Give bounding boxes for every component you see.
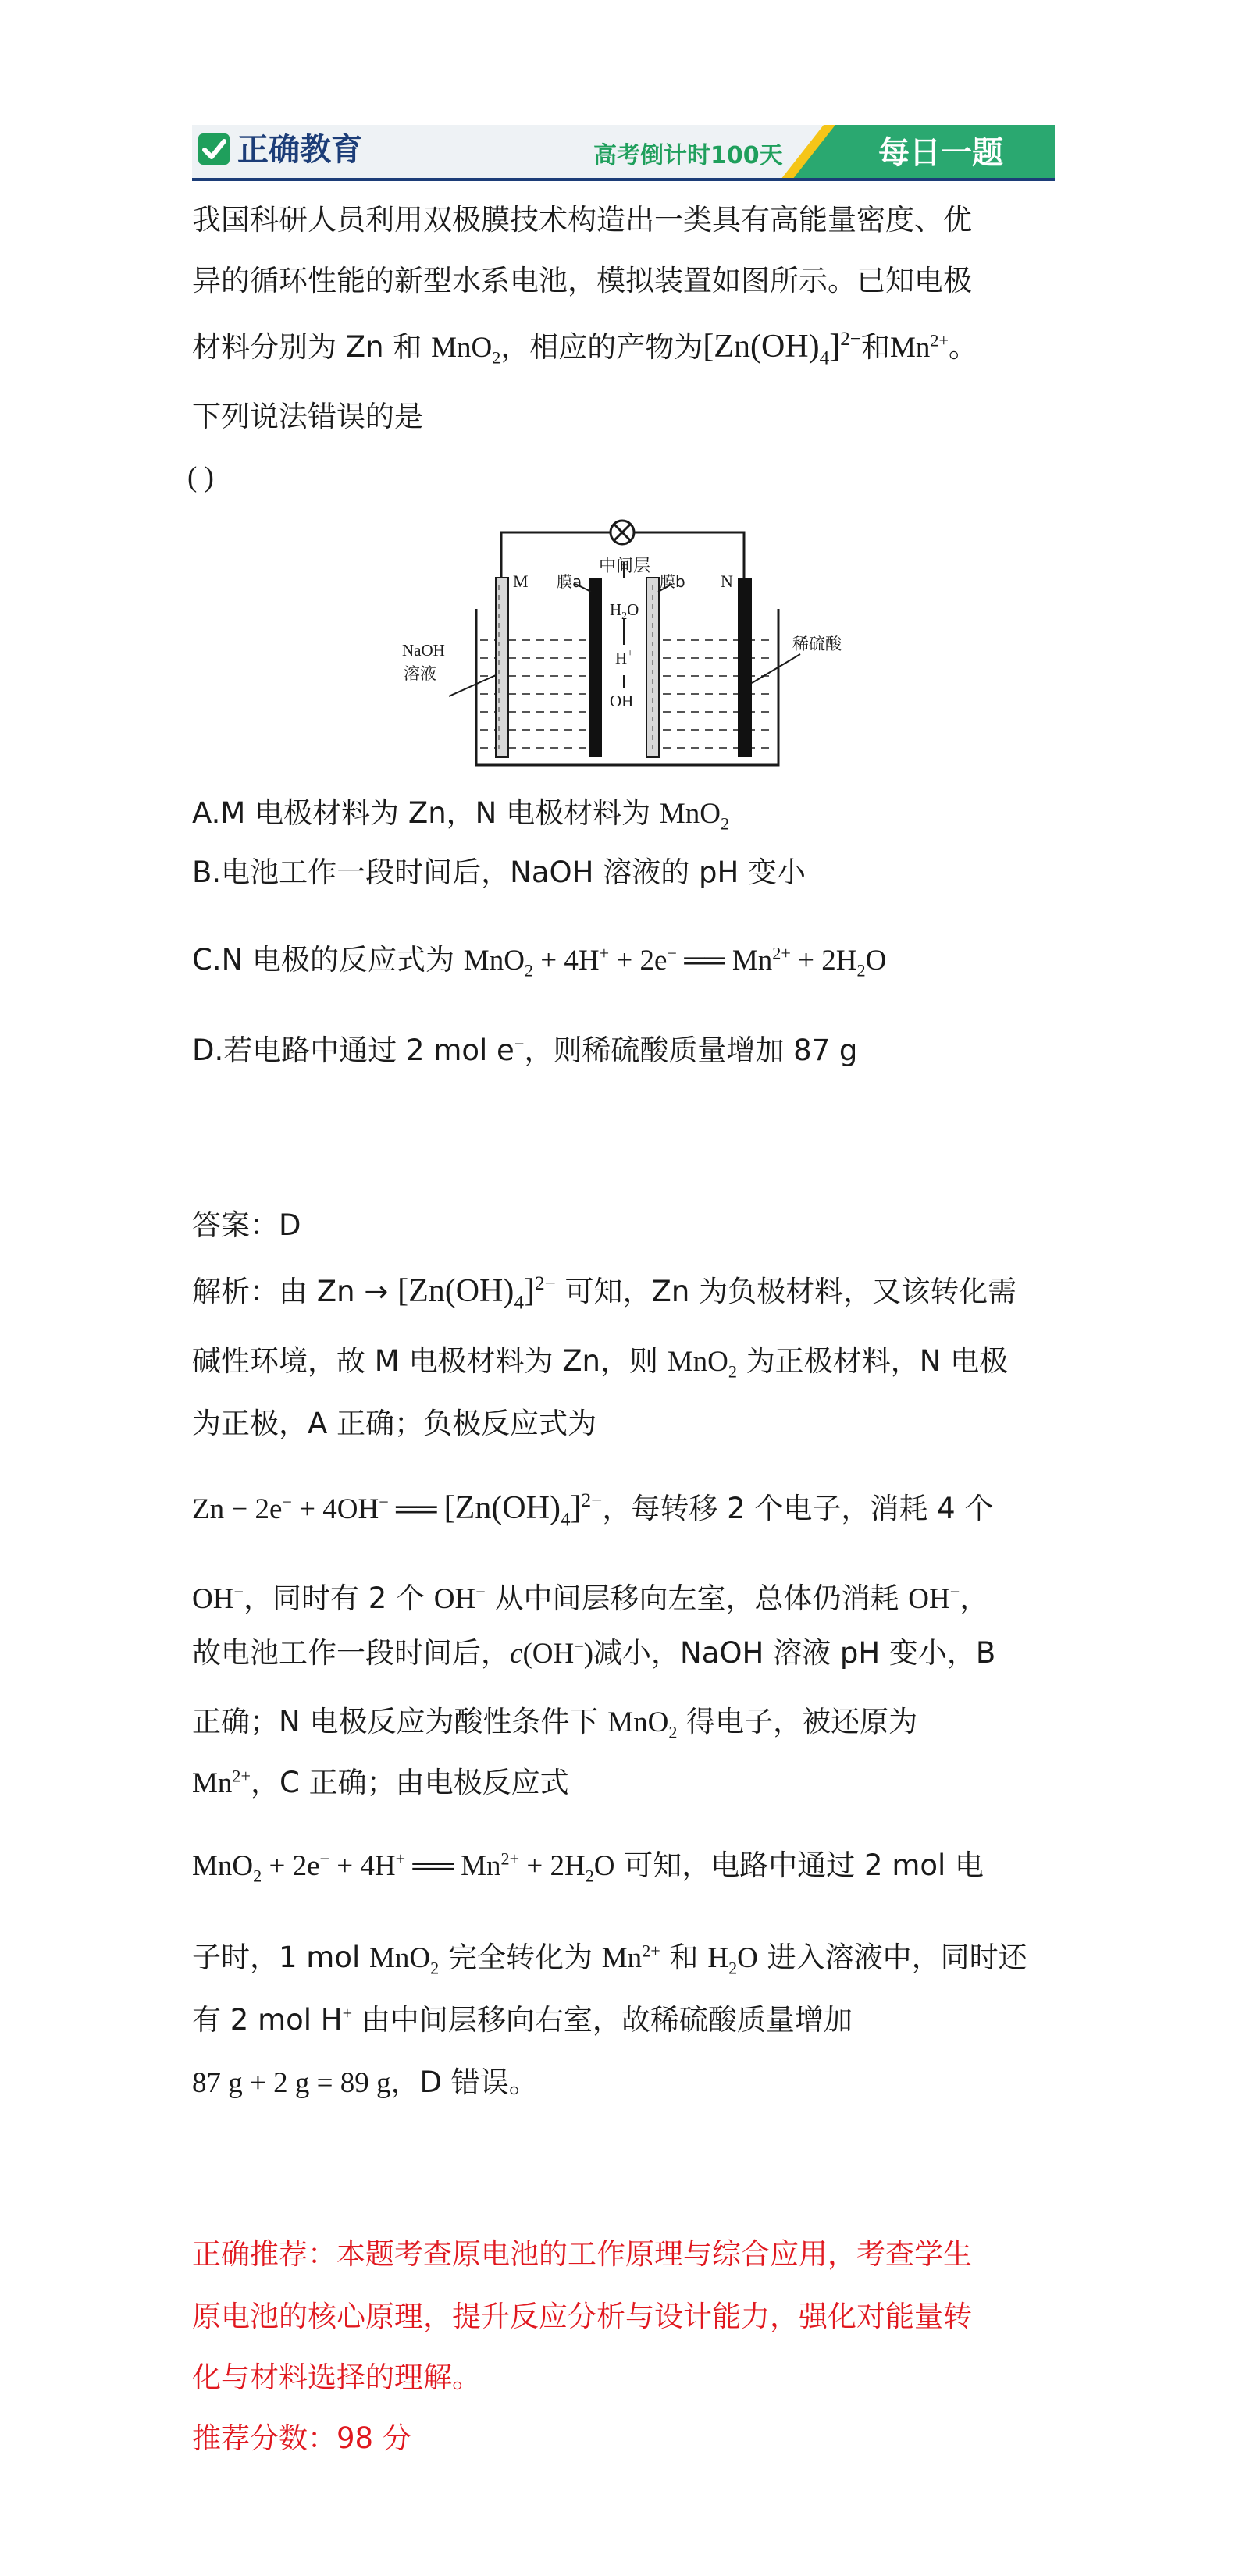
- option-b[interactable]: B.电池工作一段时间后，NaOH 溶液的 pH 变小: [192, 856, 806, 889]
- explanation-line-10: 子时，1 mol MnO$_2$ 完全转化为 $Mn^{2+}$ 和 $H_2O$ 进入溶液中，同时还: [192, 1941, 1027, 1978]
- countdown-label: 高考倒计时100天: [593, 142, 783, 169]
- label-membrane-a: 膜a: [557, 572, 582, 591]
- explanation-line-8: $Mn^{2+}$，C 正确；由电极反应式: [192, 1766, 569, 1799]
- option-a[interactable]: A.M 电极材料为 Zn，N 电极材料为 MnO$_2$: [192, 796, 730, 834]
- label-naoh-solution: 溶液: [404, 664, 436, 683]
- answer-blank: ( ): [187, 461, 214, 493]
- label-oh-ion: OH−: [610, 691, 640, 710]
- electrode-n: [738, 578, 752, 757]
- question-line-1: 我国科研人员利用双极膜技术构造出一类具有高能量密度、优: [192, 203, 972, 237]
- option-c[interactable]: C.N 电极的反应式为 MnO$_2$ + 4H+ + 2e− ══ $Mn^{2+} + 2H_2O$: [192, 943, 887, 980]
- label-h-ion: H+: [615, 648, 634, 667]
- label-n: N: [721, 571, 733, 591]
- lamp-icon: [611, 521, 634, 544]
- label-middle-layer: 中间层: [599, 557, 651, 576]
- explanation-line-6: 故电池工作一段时间后，c(OH−)减小，NaOH 溶液 pH 变小，B: [192, 1636, 996, 1670]
- brand-name: 正确教育: [237, 132, 362, 168]
- explanation-line-5: OH−，同时有 2 个 OH− 从中间层移向左室，总体仍消耗 OH−，: [192, 1582, 989, 1615]
- recommendation-score: 推荐分数：98 分: [192, 2421, 411, 2455]
- question-line-4: 下列说法错误的是: [192, 400, 423, 433]
- label-dilute-acid: 稀硫酸: [792, 635, 842, 653]
- label-membrane-b: 膜b: [660, 572, 685, 591]
- label-m: M: [513, 571, 529, 591]
- electrode-m: [496, 578, 508, 757]
- recommendation-line-2: 原电池的核心原理，提升反应分析与设计能力，强化对能量转: [192, 2300, 972, 2333]
- explanation-line-4: Zn − 2e− + 4OH− ══ $[Zn(OH)_4]^{2-}$，每转移 2 个电子，消耗 4 个: [192, 1490, 994, 1531]
- check-icon: [198, 133, 230, 165]
- explanation-line-1: 解析：由 $Zn \to [Zn(OH)_4]^{2-}$ 可知，Zn 为负极材料，又该转化需: [192, 1273, 1017, 1314]
- daily-question-label: 每日一题: [878, 135, 1003, 171]
- question-line-2: 异的循环性能的新型水系电池，模拟装置如图所示。已知电极: [192, 264, 972, 297]
- answer-label: 答案：D: [192, 1208, 301, 1242]
- explanation-line-9: MnO$_2$ + 2e− + 4H+ ══ $Mn^{2+} + 2H_2O$ 可知，电路中通过 2 mol 电: [192, 1848, 984, 1886]
- explanation-line-2: 碱性环境，故 M 电极材料为 Zn，则 MnO$_2$ 为正极材料，N 电极: [192, 1344, 1009, 1382]
- label-naoh: NaOH: [402, 641, 445, 660]
- explanation-line-12: 87 g + 2 g = 89 g，D 错误。: [192, 2065, 538, 2099]
- recommendation-line-1: 正确推荐：本题考查原电池的工作原理与综合应用，考查学生: [192, 2237, 972, 2271]
- explanation-line-11: 有 2 mol H+ 由中间层移向右室，故稀硫酸质量增加: [192, 2003, 853, 2037]
- membrane-a: [589, 578, 602, 757]
- explanation-line-7: 正确；N 电极反应为酸性条件下 MnO$_2$ 得电子，被还原为: [192, 1705, 918, 1742]
- explanation-line-3: 为正极，A 正确；负极反应式为: [192, 1407, 597, 1440]
- middle-layer-region: [601, 578, 646, 757]
- label-water: $H_2O$: [610, 600, 639, 622]
- option-d[interactable]: D.若电路中通过 2 mol e−，则稀硫酸质量增加 87 g: [192, 1034, 858, 1067]
- recommendation-line-3: 化与材料选择的理解。: [192, 2361, 481, 2394]
- banner-divider: [192, 178, 1055, 181]
- question-line-3: 材料分别为 Zn 和 MnO$_2$，相应的产物为$[Zn(OH)_4]^{2-}$和$Mn^{2+}$。: [192, 329, 978, 369]
- battery-diagram: [394, 515, 855, 777]
